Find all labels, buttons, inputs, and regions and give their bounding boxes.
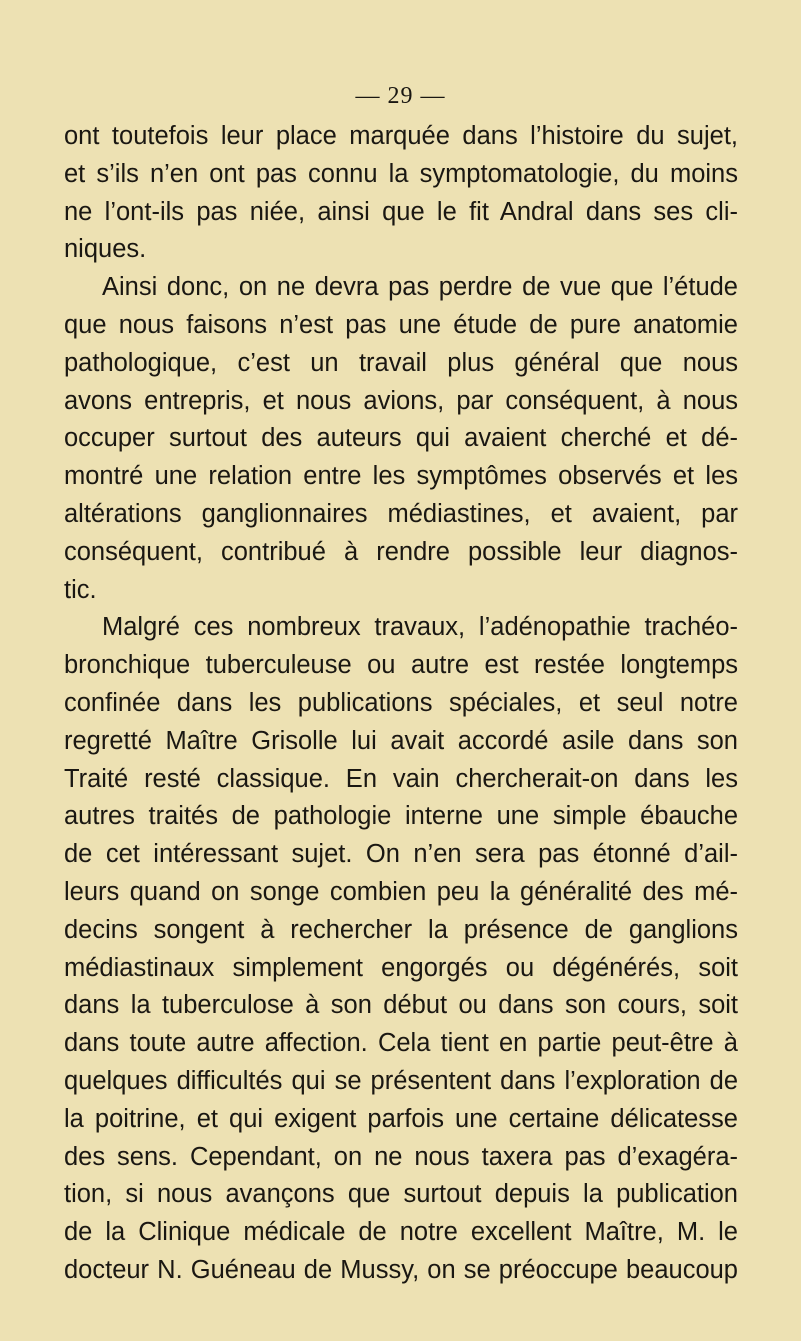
- text-line: pathologique, c’est un travail plus général que nous: [64, 348, 738, 377]
- text-line: tic.: [64, 575, 97, 604]
- text-line: quelques difficultés qui se présentent dans l’exploration de: [64, 1066, 738, 1095]
- text-line: Traité resté classique. En vain chercherait-on dans les: [64, 764, 738, 793]
- text-line: confinée dans les publications spéciales, et seul notre: [64, 688, 738, 717]
- text-line: montré une relation entre les symptômes observés et les: [64, 462, 738, 491]
- text-line: médiastinaux simplement engorgés ou dégénérés, soit: [64, 953, 738, 982]
- text-line: ont toutefois leur place marquée dans l’histoire du sujet,: [64, 122, 738, 150]
- text-line: des sens. Cependant, on ne nous taxera pas d’exagéra-: [64, 1142, 738, 1171]
- text-line: bronchique tuberculeuse ou autre est restée longtemps: [64, 651, 738, 680]
- text-line: Ainsi donc, on ne devra pas perdre de vue que l’étude: [102, 273, 738, 302]
- body-text: [64, 118, 738, 1290]
- text-line: autres traités de pathologie interne une simple ébauche: [64, 802, 738, 831]
- text-line: la poitrine, et qui exigent parfois une certaine délicatesse: [64, 1104, 738, 1133]
- text-line: Malgré ces nombreux travaux, l’adénopathie trachéo-: [102, 613, 738, 642]
- text-line: ne l’ont-ils pas niée, ainsi que le fit Andral dans ses cli-: [64, 197, 738, 226]
- text-line: leurs quand on songe combien peu la généralité des mé-: [64, 877, 738, 906]
- text-line: decins songent à rechercher la présence de ganglions: [64, 915, 738, 944]
- text-line: et s’ils n’en ont pas connu la symptomatologie, du moins: [64, 159, 738, 188]
- text-line: avons entrepris, et nous avions, par conséquent, à nous: [64, 386, 738, 415]
- text-line: regretté Maître Grisolle lui avait accordé asile dans son: [64, 726, 738, 755]
- text-line: de la Clinique médicale de notre excellent Maître, M. le: [64, 1218, 738, 1247]
- text-line: tion, si nous avançons que surtout depuis la publication: [64, 1180, 738, 1209]
- text-line: dans toute autre affection. Cela tient en partie peut-être à: [64, 1029, 738, 1058]
- page-number: — 29 —: [355, 83, 446, 109]
- text-line: docteur N. Guéneau de Mussy, on se préoccupe beaucoup: [64, 1255, 738, 1284]
- text-line: de cet intéressant sujet. On n’en sera pas étonné d’ail-: [64, 840, 738, 869]
- text-line: niques.: [64, 235, 147, 264]
- text-line: que nous faisons n’est pas une étude de pure anatomie: [64, 310, 738, 339]
- text-line: altérations ganglionnaires médiastines, et avaient, par: [64, 499, 738, 528]
- text-line: conséquent, contribué à rendre possible leur diagnos-: [64, 537, 738, 566]
- text-line: dans la tuberculose à son début ou dans son cours, soit: [64, 991, 738, 1020]
- text-line: occuper surtout des auteurs qui avaient cherché et dé-: [64, 424, 738, 453]
